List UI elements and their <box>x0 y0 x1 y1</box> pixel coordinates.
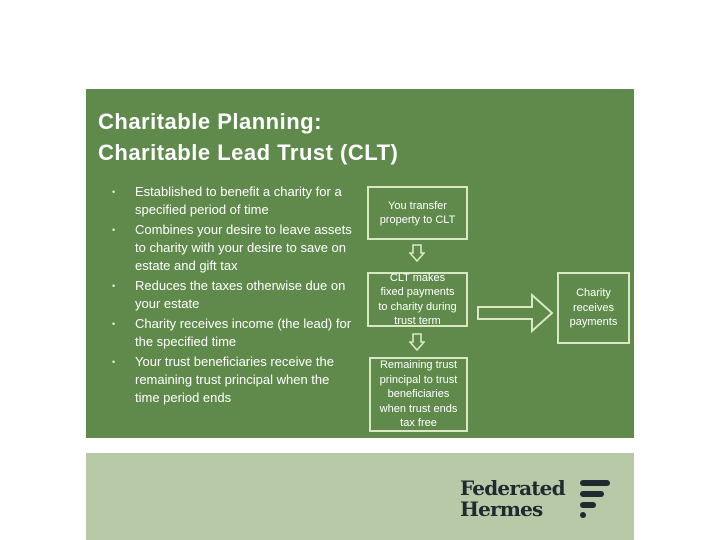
bullet-item <box>104 315 356 351</box>
bullet-item <box>104 353 356 407</box>
transfer-line: You transfer <box>388 199 447 212</box>
remaining-line: when trust ends <box>379 402 458 415</box>
bullet-marker: • <box>112 187 116 197</box>
remaining-line: principal to trust <box>379 373 458 386</box>
bullet-list <box>104 183 356 409</box>
charity-box <box>557 272 630 344</box>
bullet-marker: • <box>112 319 116 329</box>
title-line-1: Charitable Planning: <box>98 109 322 134</box>
transfer-box <box>367 186 468 240</box>
payments-line: fixed payments <box>380 286 455 298</box>
logo-line-1: Federated <box>460 476 565 500</box>
remaining-line: tax free <box>400 417 437 430</box>
company-logo <box>460 478 565 520</box>
bullet-marker: • <box>112 281 116 291</box>
bullet-text: Charity receives income (the lead) for the specified time <box>135 316 352 349</box>
bullet-item <box>104 183 356 219</box>
remaining-line: beneficiaries <box>387 388 450 401</box>
bullet-text: Your trust beneficiaries receive the remaining trust principal when the time period ends <box>135 354 334 405</box>
payments-line: CLT makes <box>389 271 446 284</box>
federated-hermes-logo-icon <box>578 479 610 519</box>
remaining-line: Remaining trust <box>379 359 458 372</box>
payments-line: trust term <box>394 315 441 327</box>
bullet-marker: • <box>112 357 116 367</box>
bullet-item <box>104 277 356 313</box>
remaining-box <box>369 357 468 432</box>
bullet-text: Reduces the taxes otherwise due on your estate <box>135 278 346 311</box>
bullet-text: Combines your desire to leave assets to charity with your desire to save on estate and gift tax <box>135 222 352 273</box>
charity-line: payments <box>569 316 618 329</box>
transfer-line: property to CLT <box>379 214 456 226</box>
payments-line: to charity during <box>378 300 457 313</box>
arrow-right-icon <box>477 293 554 333</box>
bullet-item <box>104 221 356 275</box>
payments-box <box>367 272 468 327</box>
logo-line-2: Hermes <box>460 497 543 521</box>
charity-line: Charity <box>576 287 611 300</box>
bullet-text: Established to benefit a charity for a specified period of time <box>135 184 342 217</box>
title-line-2: Charitable Lead Trust (CLT) <box>98 140 399 165</box>
slide-title <box>98 106 398 168</box>
charity-line: receives <box>573 301 614 314</box>
arrow-down-icon <box>409 244 425 262</box>
bullet-marker: • <box>112 225 116 235</box>
arrow-down-icon <box>409 333 425 351</box>
